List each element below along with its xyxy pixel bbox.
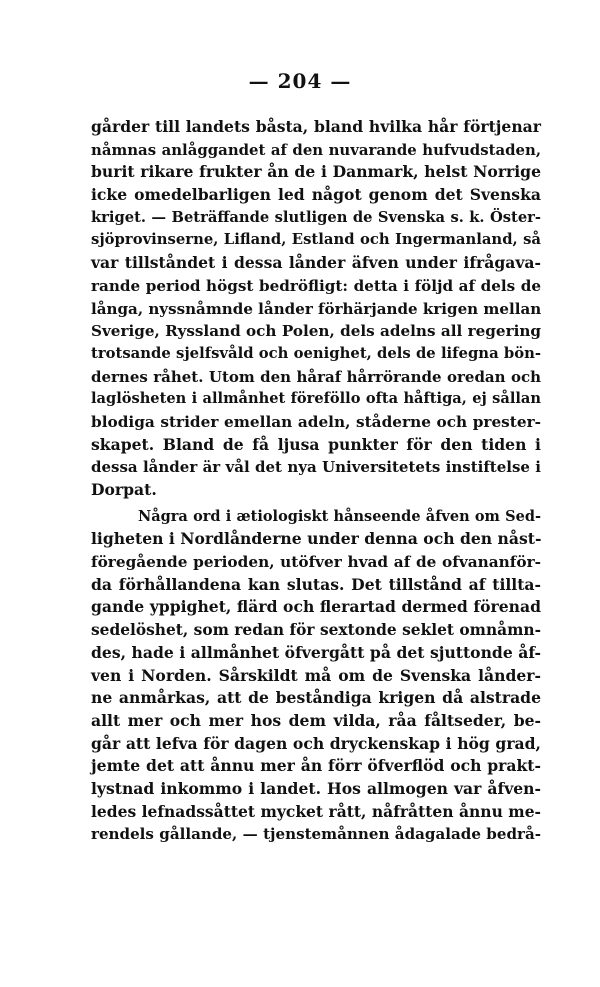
text-line: lystnad inkommo i landet. Hos allmogen var åfven-: [91, 778, 541, 798]
text-line: kriget. — Beträffande slutligen de Svenska s. k. Öster-: [91, 208, 541, 226]
text-line: laglösheten i allmånhet föreföllo ofta håftiga, ej sållan: [91, 390, 541, 408]
text-line: Dorpat.: [91, 480, 157, 499]
text-line: långa, nyssnåmnde lånder förhärjande krigen mellan: [91, 299, 542, 318]
text-line: des, hade i allmånhet öfvergått på det sjuttonde åf-: [91, 642, 541, 662]
text-line: blodiga strider emellan adeln, ståderne och prester-: [91, 412, 541, 431]
text-line: nåmnas anlåggandet af den nuvarande hufvudstaden,: [91, 140, 541, 159]
text-line: dessa lånder är vål det nya Universitetets instiftelse i: [91, 458, 541, 477]
text-line: föregående perioden, utöfver hvad af de ofvananför-: [91, 553, 541, 572]
text-line: ne anmårkas, att de beståndiga krigen då alstrade: [91, 688, 541, 708]
text-line: gårder till landets båsta, bland hvilka hår förtjenar: [91, 117, 541, 136]
page-number: — 204 —: [248, 69, 352, 93]
paragraph-2: [91, 506, 541, 846]
text-line: var tillståndet i dessa lånder äfven under ifrågava-: [91, 253, 541, 273]
text-line: sedelöshet, som redan för sextonde seklet omnåmn-: [91, 621, 541, 640]
text-line: da förhållandena kan slutas. Det tillstånd af tillta-: [91, 574, 541, 594]
paragraph-1: [91, 116, 541, 502]
text-line: rande period högst bedröfligt: detta i följd af dels de: [91, 276, 541, 295]
text-line: allt mer och mer hos dem vilda, råa fåltseder, be-: [91, 710, 541, 730]
text-line: Några ord i ætiologiskt hånseende åfven om Sed-: [138, 507, 541, 525]
text-line: ligheten i Nordlånderne under denna och den nåst-: [91, 529, 542, 549]
text-line: jemte det att ånnu mer ån förr öfverflöd och prakt-: [91, 756, 541, 776]
text-line: gande yppighet, flärd och flerartad dermed förenad: [91, 597, 541, 617]
text-line: ven i Norden. Sårskildt må om de Svenska lånder-: [91, 665, 541, 685]
text-line: går att lefva för dagen och dryckenskap i hög grad,: [91, 733, 541, 753]
text-line: dernes råhet. Utom den håraf hårrörande oredan och: [91, 367, 541, 386]
text-line: ledes lefnadssåttet mycket rått, nåfråtten ånnu me-: [91, 801, 541, 821]
body-text: [91, 116, 541, 846]
text-line: sjöprovinserne, Lifland, Estland och Ingermanland, så: [91, 231, 541, 249]
text-line: burit rikare frukter ån de i Danmark, helst Norrige: [91, 162, 541, 182]
text-line: trotsande sjelfsvåld och oenighet, dels de lifegna bön-: [91, 344, 541, 362]
text-line: skapet. Bland de få ljusa punkter för den tiden i: [91, 434, 541, 454]
text-line: icke omedelbarligen led något genom det Svenska: [91, 185, 541, 205]
text-line: rendels gållande, — tjenstemånnen ådagalade bedrå-: [91, 825, 541, 844]
text-line: Sverige, Ryssland och Polen, dels adelns all regering: [91, 322, 541, 341]
